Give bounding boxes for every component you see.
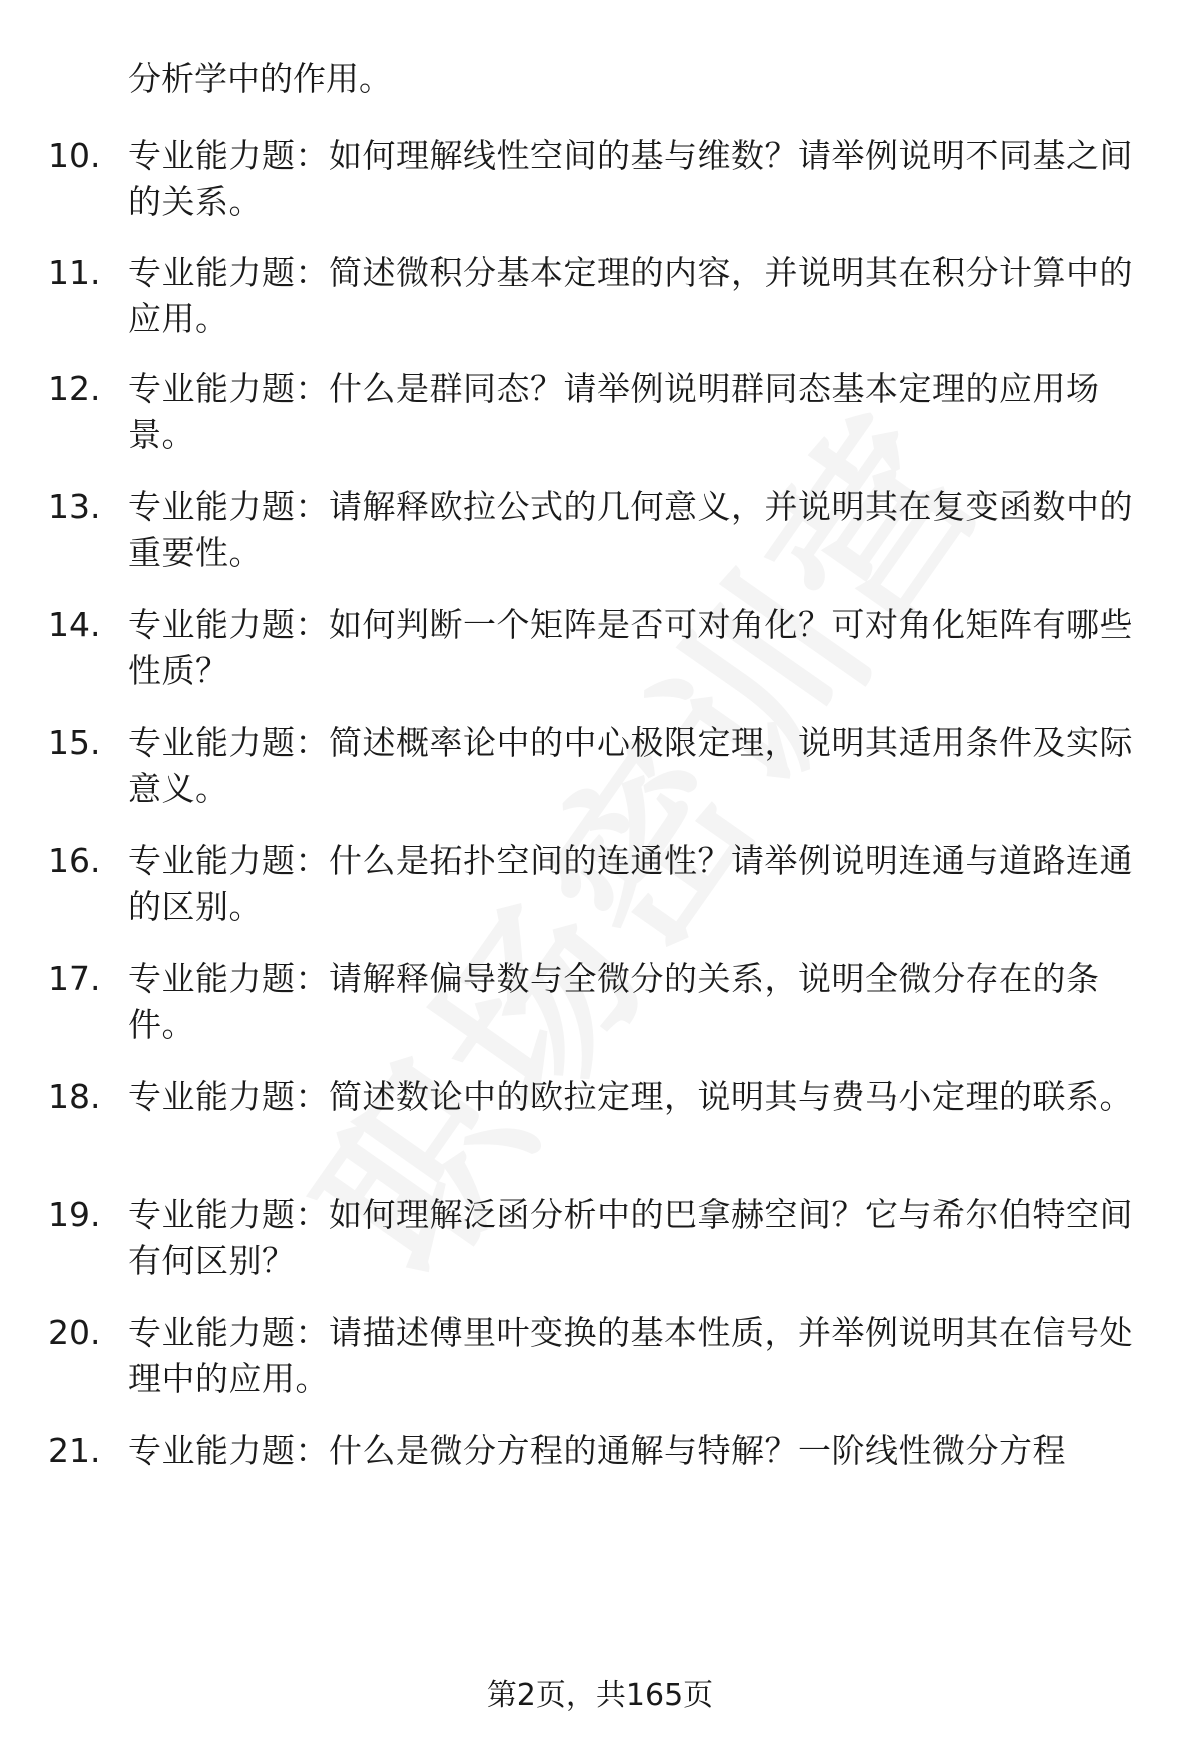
question-number: 16. xyxy=(48,841,101,880)
question-text: 专业能力题：什么是微分方程的通解与特解？一阶线性微分方程 xyxy=(128,1431,1066,1470)
question-number: 19. xyxy=(48,1195,101,1234)
continuation-text: 分析学中的作用。 xyxy=(128,59,392,98)
question-text: 专业能力题：简述数论中的欧拉定理，说明其与费马小定理的联系。 xyxy=(128,1077,1133,1116)
question-text: 专业能力题：请解释偏导数与全微分的关系，说明全微分存在的条件。 xyxy=(128,959,1100,1044)
question-number: 20. xyxy=(48,1313,101,1352)
question-number: 17. xyxy=(48,959,101,998)
question-number: 11. xyxy=(48,253,101,292)
question-text: 专业能力题：如何判断一个矩阵是否可对角化？可对角化矩阵有哪些性质？ xyxy=(128,605,1133,690)
question-number: 18. xyxy=(48,1077,101,1116)
question-text: 专业能力题：请描述傅里叶变换的基本性质，并举例说明其在信号处理中的应用。 xyxy=(128,1313,1133,1398)
question-text: 专业能力题：简述概率论中的中心极限定理，说明其适用条件及实际意义。 xyxy=(128,723,1133,808)
page-footer: 第2页，共165页 xyxy=(486,1678,714,1713)
question-text: 专业能力题：什么是拓扑空间的连通性？请举例说明连通与道路连通的区别。 xyxy=(128,841,1133,926)
question-number: 13. xyxy=(48,487,101,526)
question-number: 21. xyxy=(48,1431,101,1470)
question-text: 专业能力题：如何理解线性空间的基与维数？请举例说明不同基之间的关系。 xyxy=(128,136,1133,221)
question-number: 10. xyxy=(48,136,101,175)
question-number: 15. xyxy=(48,723,101,762)
question-text: 专业能力题：简述微积分基本定理的内容，并说明其在积分计算中的应用。 xyxy=(128,253,1133,338)
question-text: 专业能力题：什么是群同态？请举例说明群同态基本定理的应用场景。 xyxy=(128,369,1100,454)
question-text: 专业能力题：请解释欧拉公式的几何意义，并说明其在复变函数中的重要性。 xyxy=(128,487,1133,572)
question-number: 12. xyxy=(48,369,101,408)
question-text: 专业能力题：如何理解泛函分析中的巴拿赫空间？它与希尔伯特空间有何区别？ xyxy=(128,1195,1133,1280)
question-number: 14. xyxy=(48,605,101,644)
